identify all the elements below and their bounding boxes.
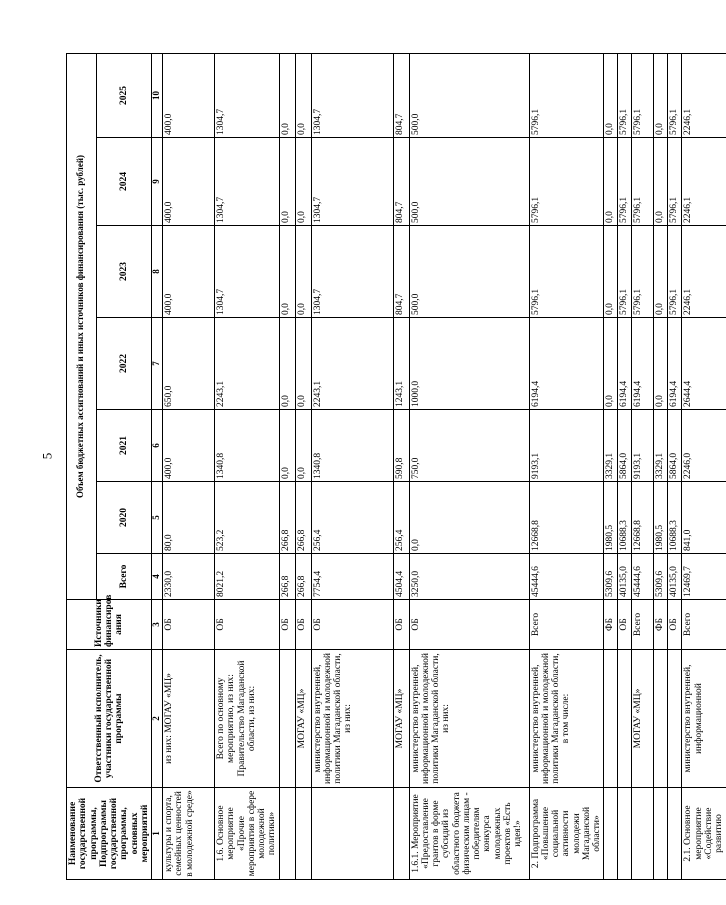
table-row <box>311 54 393 880</box>
amount-cell: 1304,7 <box>311 54 393 138</box>
funding-source-cell: Всего <box>632 600 654 650</box>
amount-cell: 12668,8 <box>632 482 654 554</box>
table-row <box>409 54 529 880</box>
measure-name-cell: 1.6.1. Мероприятие «Предоставление грантов в форме субсидий из областного бюджета физическим лицам - победителям конкурса молодежных проектов «Есть идея!» <box>409 788 529 880</box>
funding-source-cell: ОБ <box>409 600 529 650</box>
amount-cell: 1340,8 <box>215 410 280 482</box>
rotated-page-content <box>66 54 724 880</box>
amount-cell: 500,0 <box>409 138 529 226</box>
header-year: 2020 <box>96 482 151 554</box>
amount-cell: 0,0 <box>279 138 295 226</box>
amount-cell: 400,0 <box>163 226 215 318</box>
amount-cell: 5796,1 <box>632 138 654 226</box>
funding-source-cell: ОБ <box>279 600 295 650</box>
column-index: 9 <box>152 138 163 226</box>
header-executor: Ответственный исполнитель, участники государственной программы <box>67 650 152 788</box>
amount-cell: 5309,6 <box>654 554 668 600</box>
measure-name-cell <box>668 788 682 880</box>
amount-cell: 750,0 <box>409 410 529 482</box>
amount-cell: 266,8 <box>279 554 295 600</box>
amount-cell: 6194,4 <box>529 318 604 410</box>
executor-cell <box>604 650 618 788</box>
amount-cell: 5796,1 <box>632 226 654 318</box>
amount-cell: 5796,1 <box>618 138 632 226</box>
amount-cell: 0,0 <box>279 410 295 482</box>
executor-cell <box>618 650 632 788</box>
amount-cell: 40135,0 <box>618 554 632 600</box>
table-row <box>529 54 604 880</box>
column-index: 4 <box>152 554 163 600</box>
amount-cell: 1304,7 <box>311 138 393 226</box>
measure-name-cell <box>393 788 409 880</box>
amount-cell: 804,7 <box>393 138 409 226</box>
amount-cell: 6194,4 <box>632 318 654 410</box>
amount-cell: 4504,4 <box>393 554 409 600</box>
funding-source-cell: ОБ <box>618 600 632 650</box>
amount-cell: 5796,1 <box>632 54 654 138</box>
measure-name-cell: культуры и спорта, семейных ценностей в молодежной среде» <box>163 788 215 880</box>
header-year: 2023 <box>96 226 151 318</box>
measure-name-cell <box>654 788 668 880</box>
amount-cell: 7754,4 <box>311 554 393 600</box>
amount-cell: 266,8 <box>295 482 311 554</box>
amount-cell: 0,0 <box>279 54 295 138</box>
header-year: 2024 <box>96 138 151 226</box>
amount-cell: 2243,1 <box>311 318 393 410</box>
amount-cell: 2243,1 <box>215 318 280 410</box>
amount-cell: 0,0 <box>295 318 311 410</box>
amount-cell: 0,0 <box>295 410 311 482</box>
measure-name-cell: 2. Подпрограмма «Повышение социальной активности молодежи Магаданской области» <box>529 788 604 880</box>
table-row <box>632 54 654 880</box>
amount-cell: 804,7 <box>393 54 409 138</box>
amount-cell: 0,0 <box>604 138 618 226</box>
funding-source-cell: Всего <box>682 600 726 650</box>
column-index: 10 <box>152 54 163 138</box>
table-row <box>668 54 682 880</box>
amount-cell: 1980,5 <box>604 482 618 554</box>
executor-cell: МОГАУ «МЦ» <box>295 650 311 788</box>
executor-cell: министерство внутренней, информационной <box>682 650 726 788</box>
amount-cell: 500,0 <box>409 226 529 318</box>
amount-cell: 1980,5 <box>654 482 668 554</box>
amount-cell: 266,8 <box>295 554 311 600</box>
amount-cell: 0,0 <box>279 226 295 318</box>
funding-source-cell: ОБ <box>215 600 280 650</box>
amount-cell: 1304,7 <box>215 226 280 318</box>
funding-source-cell: ОБ <box>311 600 393 650</box>
header-year: 2021 <box>96 410 151 482</box>
amount-cell: 3329,1 <box>654 410 668 482</box>
amount-cell: 256,4 <box>393 482 409 554</box>
amount-cell: 0,0 <box>409 482 529 554</box>
amount-cell: 5864,0 <box>668 410 682 482</box>
amount-cell: 0,0 <box>654 54 668 138</box>
amount-cell: 10688,3 <box>668 482 682 554</box>
amount-cell: 0,0 <box>654 318 668 410</box>
executor-cell: МОГАУ «МЦ» <box>393 650 409 788</box>
amount-cell: 0,0 <box>279 318 295 410</box>
measure-name-cell: 1.6. Основное мероприятие «Прочие мероприятия в сфере молодежной политики» <box>215 788 280 880</box>
amount-cell: 5864,0 <box>618 410 632 482</box>
header-year: Всего <box>96 554 151 600</box>
table-row <box>279 54 295 880</box>
amount-cell: 8021,2 <box>215 554 280 600</box>
budget-table <box>66 53 726 880</box>
column-index: 6 <box>152 410 163 482</box>
executor-cell: министерство внутренней, информационной и молодежной политики Магаданской области, из них: <box>311 650 393 788</box>
amount-cell: 400,0 <box>163 138 215 226</box>
column-index: 7 <box>152 318 163 410</box>
table-row <box>604 54 618 880</box>
amount-cell: 523,2 <box>215 482 280 554</box>
amount-cell: 9193,1 <box>529 410 604 482</box>
amount-cell: 5796,1 <box>668 138 682 226</box>
amount-cell: 650,0 <box>163 318 215 410</box>
amount-cell: 5796,1 <box>668 226 682 318</box>
amount-cell: 2330,0 <box>163 554 215 600</box>
amount-cell: 9193,1 <box>632 410 654 482</box>
column-index: 8 <box>152 226 163 318</box>
amount-cell: 45444,6 <box>529 554 604 600</box>
amount-cell: 40135,0 <box>668 554 682 600</box>
measure-name-cell <box>632 788 654 880</box>
executor-cell: Всего по основному мероприятию, из них: Правительство Магаданской области, из них: <box>215 650 280 788</box>
amount-cell: 0,0 <box>295 138 311 226</box>
amount-cell: 0,0 <box>604 54 618 138</box>
executor-cell <box>668 650 682 788</box>
amount-cell: 0,0 <box>604 318 618 410</box>
measure-name-cell: 2.1. Основное мероприятие «Содействие развитию <box>682 788 726 880</box>
amount-cell: 3329,1 <box>604 410 618 482</box>
table-row <box>654 54 668 880</box>
executor-cell: министерство внутренней, информационной и молодежной политики Магаданской области, в том числе: <box>529 650 604 788</box>
measure-name-cell <box>279 788 295 880</box>
table-row <box>618 54 632 880</box>
amount-cell: 12668,8 <box>529 482 604 554</box>
header-source: Источники финансиров ания <box>67 600 152 650</box>
executor-cell: МОГАУ «МЦ» <box>632 650 654 788</box>
amount-cell: 2644,4 <box>682 318 726 410</box>
amount-cell: 2246,1 <box>682 226 726 318</box>
measure-name-cell <box>618 788 632 880</box>
amount-cell: 256,4 <box>311 482 393 554</box>
table-row <box>682 54 726 880</box>
amount-cell: 1340,8 <box>311 410 393 482</box>
amount-cell: 2246,0 <box>682 410 726 482</box>
funding-source-cell: ОБ <box>668 600 682 650</box>
executor-cell: министерство внутренней, информационной и молодежной политики Магаданской области, из них: <box>409 650 529 788</box>
table-row <box>163 54 215 880</box>
executor-cell <box>654 650 668 788</box>
executor-cell: из них: МОГАУ «МЦ» <box>163 650 215 788</box>
measure-name-cell <box>604 788 618 880</box>
amount-cell: 590,8 <box>393 410 409 482</box>
amount-cell: 0,0 <box>295 226 311 318</box>
amount-cell: 400,0 <box>163 54 215 138</box>
column-index: 5 <box>152 482 163 554</box>
amount-cell: 0,0 <box>654 226 668 318</box>
amount-cell: 0,0 <box>654 138 668 226</box>
page-number: 5 <box>39 452 55 460</box>
header-year: 2025 <box>96 54 151 138</box>
amount-cell: 6194,4 <box>618 318 632 410</box>
amount-cell: 1304,7 <box>311 226 393 318</box>
table-body <box>163 54 726 880</box>
funding-source-cell: Всего <box>529 600 604 650</box>
amount-cell: 5309,6 <box>604 554 618 600</box>
executor-cell <box>279 650 295 788</box>
amount-cell: 5796,1 <box>529 138 604 226</box>
header-funding: Объем бюджетных ассигнований и иных источников финансирования (тыс. рублей) <box>67 54 97 600</box>
table-row <box>393 54 409 880</box>
amount-cell: 45444,6 <box>632 554 654 600</box>
amount-cell: 2246,1 <box>682 138 726 226</box>
measure-name-cell <box>295 788 311 880</box>
table-row <box>215 54 280 880</box>
header-year: 2022 <box>96 318 151 410</box>
amount-cell: 804,7 <box>393 226 409 318</box>
amount-cell: 2246,1 <box>682 54 726 138</box>
measure-name-cell <box>311 788 393 880</box>
amount-cell: 12469,7 <box>682 554 726 600</box>
funding-source-cell: ФБ <box>654 600 668 650</box>
column-index: 1 <box>152 788 163 880</box>
funding-source-cell: ОБ <box>295 600 311 650</box>
table-row <box>295 54 311 880</box>
amount-cell: 1304,7 <box>215 54 280 138</box>
amount-cell: 5796,1 <box>618 226 632 318</box>
amount-cell: 80,0 <box>163 482 215 554</box>
amount-cell: 5796,1 <box>668 54 682 138</box>
column-index: 2 <box>152 650 163 788</box>
amount-cell: 400,0 <box>163 410 215 482</box>
funding-source-cell: ОБ <box>163 600 215 650</box>
amount-cell: 6194,4 <box>668 318 682 410</box>
amount-cell: 1243,1 <box>393 318 409 410</box>
amount-cell: 500,0 <box>409 54 529 138</box>
amount-cell: 5796,1 <box>529 54 604 138</box>
amount-cell: 0,0 <box>604 226 618 318</box>
amount-cell: 10688,3 <box>618 482 632 554</box>
funding-source-cell: ОБ <box>393 600 409 650</box>
amount-cell: 5796,1 <box>529 226 604 318</box>
column-index: 3 <box>152 600 163 650</box>
amount-cell: 5796,1 <box>618 54 632 138</box>
funding-source-cell: ФБ <box>604 600 618 650</box>
amount-cell: 266,8 <box>279 482 295 554</box>
header-name: Наименование государственной программы, Подпрограммы государственной программы, основных мероприятий <box>67 788 152 880</box>
amount-cell: 0,0 <box>295 54 311 138</box>
amount-cell: 1000,0 <box>409 318 529 410</box>
amount-cell: 1304,7 <box>215 138 280 226</box>
amount-cell: 841,0 <box>682 482 726 554</box>
amount-cell: 3250,0 <box>409 554 529 600</box>
